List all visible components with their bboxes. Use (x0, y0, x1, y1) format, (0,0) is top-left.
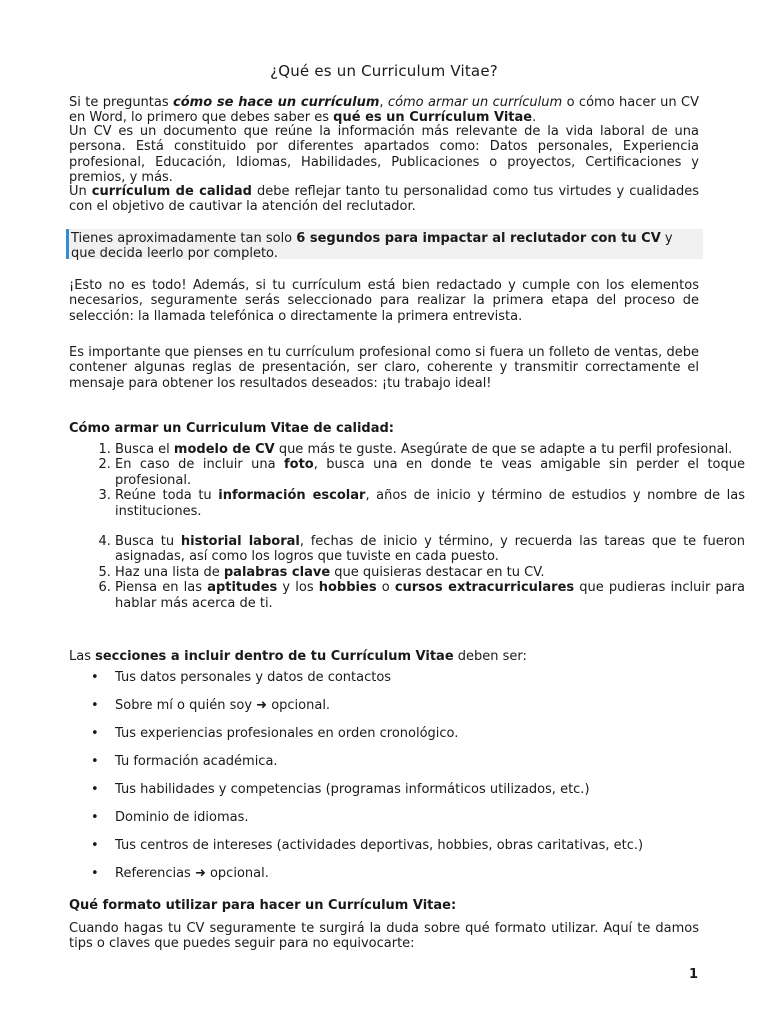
intro-bold: qué es un Currículum Vitae (333, 110, 533, 126)
step-text: , años de inicio y término de estudios y nombre de las instituciones. (115, 488, 745, 519)
bullet-icon: • (91, 726, 99, 741)
page-title: ¿Qué es un Curriculum Vitae? (270, 62, 498, 80)
quality-paragraph (69, 184, 699, 215)
step-text: o (376, 580, 395, 596)
intro-text-4: . (532, 110, 537, 126)
section-text: Tus centros de intereses (actividades deportivas, hobbies, obras caritativas, etc.) (115, 838, 644, 853)
highlight-text-2: y que decida leerlo por completo. (71, 231, 673, 262)
intro-text-1: Si te preguntas (69, 95, 174, 110)
step-bold: foto (283, 457, 314, 473)
list-item (69, 866, 699, 894)
format-paragraph: Cuando hagas tu CV seguramente te surgirá la duda sobre qué formato utilizar. Aquí te damos tips o claves que puedes seguir para no equivocarte: (69, 921, 699, 952)
step-bold: modelo de CV (173, 442, 275, 457)
list-item (115, 580, 745, 611)
intro-text-3: o cómo hacer un CV en Word, lo primero que debes saber es (69, 95, 699, 126)
intro-bold-italic: cómo se hace un currículum (173, 95, 380, 110)
important-paragraph: Es importante que pienses en tu currículum profesional como si fuera un folleto de ventas, debe contener algunas reglas de presentación, ser claro, coherente y transmitir correctamente el mensaje para obtener los resultados deseados: ¡tu trabajo ideal! (69, 345, 699, 391)
step-text: Busca el (115, 442, 174, 457)
step-bold: palabras clave (223, 564, 331, 580)
highlight-text-1: Tienes aproximadamente tan solo (71, 231, 297, 246)
steps-list (69, 442, 745, 611)
definition-paragraph: Un CV es un documento que reúne la información más relevante de la vida laboral de una persona. Está constituido por diferentes apartados como: Datos personales, Experiencia profesional, Educación, Idiomas, Habilidades, Publicaciones o proyectos, Certificaciones y premios, y más. (69, 124, 699, 186)
step-text: , busca una en donde te veas amigable sin perder el toque profesional. (115, 457, 745, 488)
sections-list (69, 670, 699, 894)
section-text: Sobre mí o quién soy ➜ opcional. (115, 698, 331, 713)
section-text: Tus habilidades y competencias (programas informáticos utilizados, etc.) (115, 782, 590, 797)
section-text: Tus experiencias profesionales en orden cronológico. (115, 726, 459, 741)
highlight-text (71, 231, 699, 262)
bullet-icon: • (91, 670, 99, 685)
step-text: Haz una lista de (115, 564, 224, 580)
sections-intro (69, 649, 699, 664)
format-heading-text: Qué formato utilizar para hacer un Currículum Vitae: (69, 898, 457, 913)
list-item (69, 698, 699, 726)
list-item (115, 534, 745, 565)
highlight-callout (66, 229, 703, 262)
bullet-icon: • (91, 782, 99, 797)
how-heading-text: Cómo armar un Curriculum Vitae de calidad: (69, 421, 395, 436)
bullet-icon: • (91, 698, 99, 713)
step-bold: historial laboral (180, 534, 300, 550)
list-item (115, 457, 745, 488)
step-bold: hobbies (318, 580, 377, 596)
sections-intro-text: Las (69, 649, 96, 664)
sections-intro-text: deben ser: (453, 649, 527, 664)
section-text: Referencias ➜ opcional. (115, 866, 269, 881)
list-item (115, 442, 745, 457)
step-text: que pudieras incluir para hablar más acerca de ti. (115, 580, 745, 611)
step-text: , fechas de inicio y término, y recuerda las tareas que te fueron asignadas, así como los logros que tuviste en cada puesto. (115, 534, 745, 565)
list-item (69, 670, 699, 698)
section-text: Tu formación académica. (115, 754, 278, 769)
bullet-icon: • (91, 866, 99, 881)
intro-italic: cómo armar un currículum (387, 95, 563, 110)
intro-paragraph (69, 95, 699, 126)
list-item (115, 565, 745, 580)
how-heading (69, 421, 699, 436)
quality-text-1: Un (69, 184, 92, 199)
bullet-icon: • (91, 810, 99, 825)
step-text: y los (277, 580, 319, 596)
step-text: En caso de incluir una (115, 457, 284, 473)
more-paragraph: ¡Esto no es todo! Además, si tu currículum está bien redactado y cumple con los elementos necesarios, seguramente serás seleccionado para realizar la primera etapa del proceso de selección: la llamada telefónica o directamente la primera entrevista. (69, 278, 699, 324)
highlight-bold: 6 segundos para impactar al reclutador con tu CV (296, 231, 661, 246)
step-text: que quisieras destacar en tu CV. (330, 564, 545, 580)
step-bold: cursos extracurriculares (394, 580, 575, 596)
format-heading (69, 898, 699, 913)
list-item (69, 838, 699, 866)
list-item (69, 782, 699, 810)
quality-text-2: debe reflejar tanto tu personalidad como tus virtudes y cualidades con el objetivo de cautivar la atención del reclutador. (69, 184, 700, 215)
section-text: Tus datos personales y datos de contactos (115, 670, 392, 685)
list-item (115, 488, 745, 519)
sections-intro-bold: secciones a incluir dentro de tu Currículum Vitae (95, 649, 454, 664)
step-text: que más te guste. Asegúrate de que se adapte a tu perfil profesional. (274, 442, 733, 457)
list-item (69, 726, 699, 754)
page-number: 1 (688, 967, 698, 982)
list-item (69, 754, 699, 782)
section-text: Dominio de idiomas. (115, 810, 249, 825)
bullet-icon: • (91, 754, 99, 769)
step-text: Reúne toda tu (115, 488, 219, 504)
intro-text-2: , (379, 95, 388, 110)
quality-bold: currículum de calidad (91, 184, 252, 199)
step-text: Piensa en las (115, 580, 208, 596)
step-bold: información escolar (218, 488, 366, 504)
step-text: Busca tu (115, 534, 181, 550)
step-bold: aptitudes (207, 580, 278, 596)
list-item (69, 810, 699, 838)
bullet-icon: • (91, 838, 99, 853)
